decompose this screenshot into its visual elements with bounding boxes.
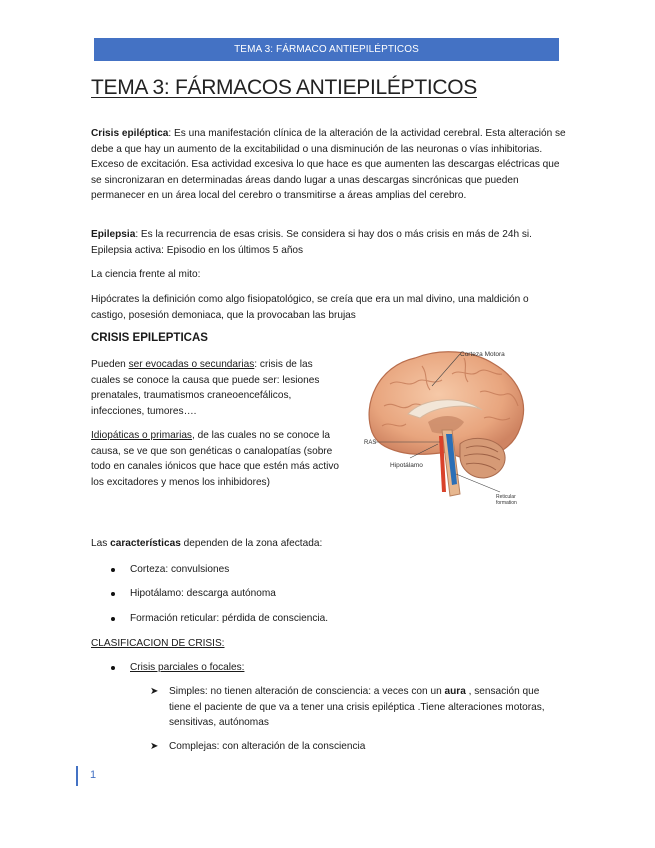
simples-suffix: , sensación que tiene el paciente de que va a tener una crisis epiléptica .Tiene alteraciones motoras, sensitivas, autónomas [169, 686, 545, 728]
parciales-text: Crisis parciales o focales: [130, 662, 245, 673]
page-number: 1 [90, 769, 97, 781]
epilepsia-term: Epilepsia [91, 229, 136, 240]
label-ras: RAS [364, 440, 377, 446]
simples-prefix: Simples: no tienen alteración de consciencia: a veces con un [169, 686, 445, 697]
label-reticular-line2: formation [496, 500, 517, 506]
label-cortex: Corteza Motora [460, 351, 505, 358]
crisis-paragraph [91, 126, 566, 204]
caracteristicas-paragraph [91, 536, 566, 552]
label-hipotalamo: Hipotálamo [390, 462, 423, 469]
brain-illustration [360, 344, 536, 510]
idiopaticas-paragraph [91, 428, 341, 490]
ciencia-line: La ciencia frente al mito: [91, 269, 201, 280]
bullet-dot [111, 592, 115, 596]
clasificacion-heading [91, 636, 225, 652]
clasificacion-text: CLASIFICACION DE CRISIS: [91, 638, 225, 649]
page-header: TEMA 3: FÁRMACO ANTIEPILÉPTICOS [94, 38, 559, 61]
simples-paragraph [169, 684, 561, 731]
bullet-item: Corteza: convulsiones [130, 564, 230, 575]
arrow-bullet-icon: ➤ [150, 741, 159, 752]
hipocrates-paragraph: Hipócrates la definición como algo fisiopatológico, se creía que era un mal divino, una maldición o castigo, posesión demoniaca, que la provocaban las brujas [91, 294, 529, 321]
crisis-text: : Es una manifestación clínica de la alteración de la actividad cerebral. Esta alteración se debe a que hay un aumento de la excitabilidad o una disminución de las neuronas o vías inhibitorias. Exceso de excitación. Esa actividad excesiva lo que hace es que aumenten las descargas eléctricas que se sincronizaran en determinadas áreas dando lugar a unas descargas sincrónicas que pueden permanecer en un área local del cerebro o transmitirse a áreas amplias del cerebro. [91, 128, 566, 201]
bullet-dot [111, 666, 115, 670]
section-heading: CRISIS EPILEPTICAS [91, 332, 208, 344]
crisis-term: Crisis epiléptica [91, 128, 169, 139]
simples-bold: aura [444, 686, 466, 697]
page-title: TEMA 3: FÁRMACOS ANTIEPILÉPTICOS [91, 76, 477, 99]
page-number-bar [76, 766, 78, 786]
bullet-item: Hipotálamo: descarga autónoma [130, 588, 276, 599]
evocadas-paragraph [91, 357, 341, 419]
idiopaticas-text: , de las cuales no se conoce la causa, se ve que son genéticas o canalopatías (sobre todo en canales iónicos que hace que estén más activo los excitadores y menos los inhibidores) [91, 430, 340, 488]
caracteristicas-bold: características [110, 538, 181, 549]
bullet-item: Formación reticular: pérdida de consciencia. [130, 613, 329, 624]
complejas-item: Complejas: con alteración de la consciencia [169, 741, 366, 752]
bullet-dot [111, 568, 115, 572]
evocadas-text: : crisis de las cuales se conoce la causa que puede ser: lesiones prenatales, traumatismos craneoencefálicos, infecciones, tumores…. [91, 359, 320, 417]
bullet-dot [111, 617, 115, 621]
label-reticular [496, 494, 517, 506]
parciales-item [130, 660, 244, 676]
caracteristicas-suffix: dependen de la zona afectada: [180, 538, 323, 549]
evocadas-link: ser evocadas o secundarias [128, 359, 255, 370]
epilepsia-text: : Es la recurrencia de esas crisis. Se considera si hay dos o más crisis en más de 24h si. [135, 229, 532, 240]
arrow-bullet-icon: ➤ [150, 686, 159, 697]
evocadas-prefix: Pueden [91, 359, 129, 370]
epilepsia-activa: Epilepsia activa: Episodio en los últimos 5 años [91, 244, 304, 256]
idiopaticas-link: Idiopáticas o primarias [91, 430, 192, 441]
caracteristicas-prefix: Las [91, 538, 111, 549]
label-reticular-line1: Reticular [496, 494, 516, 500]
epilepsia-paragraph [91, 227, 566, 258]
